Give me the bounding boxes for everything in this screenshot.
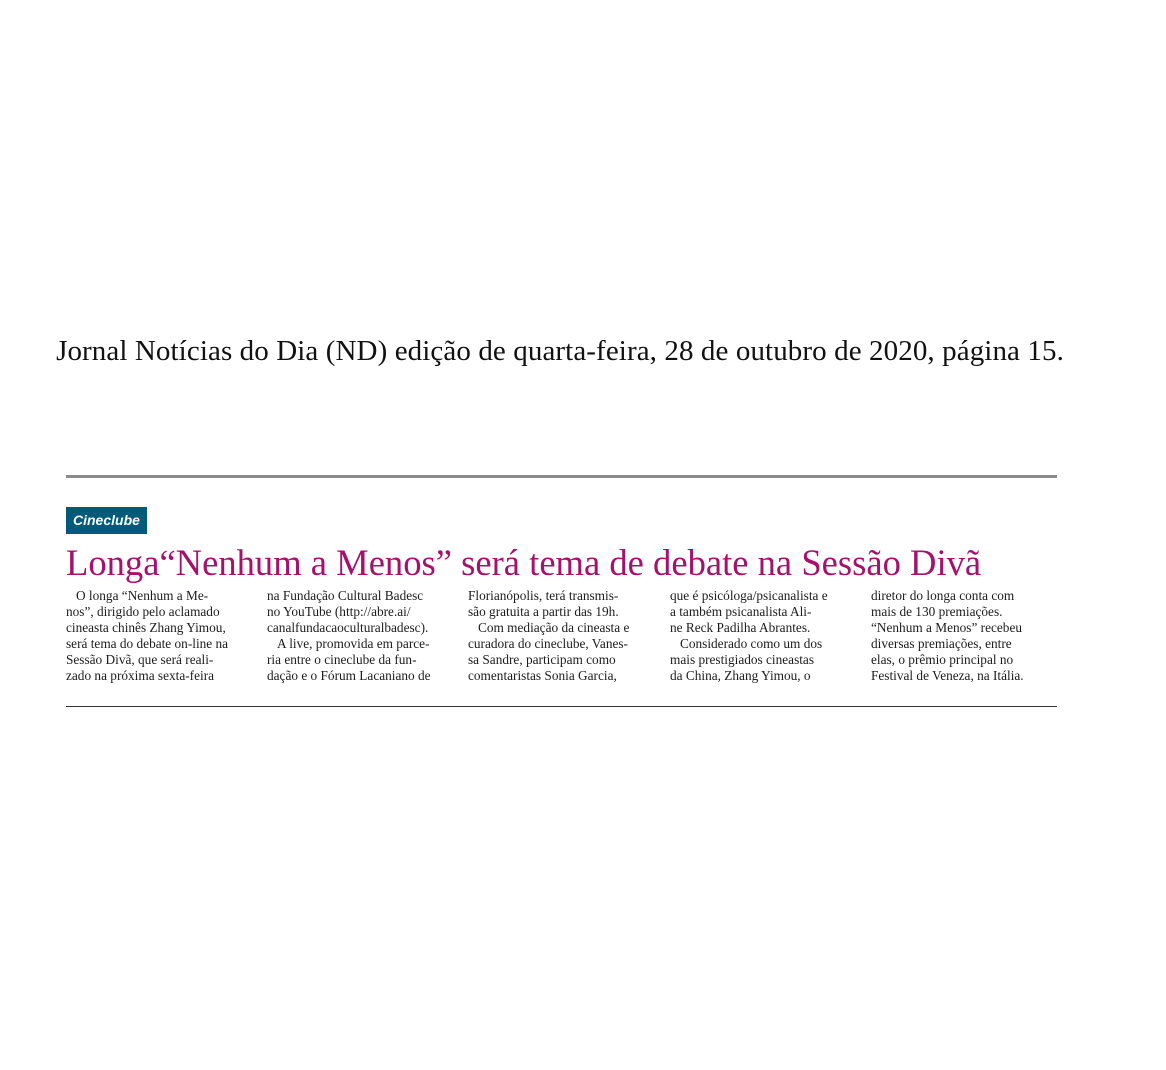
text-line: que é psicóloga/psicanalista e bbox=[670, 588, 828, 603]
text-line: ria entre o cineclube da fun- bbox=[267, 652, 417, 667]
text-line: Florianópolis, terá transmis- bbox=[468, 588, 619, 603]
newspaper-clipping bbox=[66, 475, 1057, 708]
article-body bbox=[66, 588, 1057, 688]
top-rule bbox=[66, 475, 1057, 478]
text-line: diretor do longa conta com bbox=[871, 588, 1015, 603]
text-line: cineasta chinês Zhang Yimou, bbox=[66, 620, 226, 635]
text-line: canalfundacaoculturalbadesc). bbox=[267, 620, 429, 635]
text-line: ne Reck Padilha Abrantes. bbox=[670, 620, 811, 635]
section-tag: Cineclube bbox=[66, 507, 147, 534]
text-line: curadora do cineclube, Vanes- bbox=[468, 636, 628, 651]
text-line: elas, o prêmio principal no bbox=[871, 652, 1014, 667]
text-column-3 bbox=[468, 588, 653, 684]
text-line: nos”, dirigido pelo aclamado bbox=[66, 604, 220, 619]
text-line: Com mediação da cineasta e bbox=[478, 620, 630, 635]
text-line: Considerado como um dos bbox=[680, 636, 823, 651]
text-line: comentaristas Sonia Garcia, bbox=[468, 668, 617, 683]
text-line: Sessão Divã, que será reali- bbox=[66, 652, 214, 667]
text-line: zado na próxima sexta-feira bbox=[66, 668, 215, 683]
text-line: são gratuita a partir das 19h. bbox=[468, 604, 619, 619]
clipping-caption: Jornal Notícias do Dia (ND) edição de quarta-feira, 28 de outubro de 2020, página 15. bbox=[56, 335, 1064, 367]
text-line: dação e o Fórum Lacaniano de bbox=[267, 668, 431, 683]
text-line: mais de 130 premiações. bbox=[871, 604, 1003, 619]
text-line: Festival de Veneza, na Itália. bbox=[871, 668, 1024, 683]
text-line: mais prestigiados cineastas bbox=[670, 652, 815, 667]
text-column-1 bbox=[66, 588, 251, 684]
text-line: sa Sandre, participam como bbox=[468, 652, 616, 667]
text-column-2 bbox=[267, 588, 452, 684]
text-line: da China, Zhang Yimou, o bbox=[670, 668, 811, 683]
text-column-5 bbox=[871, 588, 1056, 684]
text-line: na Fundação Cultural Badesc bbox=[267, 588, 424, 603]
text-line: diversas premiações, entre bbox=[871, 636, 1012, 651]
text-line: no YouTube (http://abre.ai/ bbox=[267, 604, 411, 619]
text-line: a também psicanalista Ali- bbox=[670, 604, 812, 619]
text-line: A live, promovida em parce- bbox=[277, 636, 430, 651]
text-line: “Nenhum a Menos” recebeu bbox=[871, 620, 1022, 635]
text-column-4 bbox=[670, 588, 855, 684]
text-line: O longa “Nenhum a Me- bbox=[76, 588, 209, 603]
bottom-rule bbox=[66, 706, 1057, 707]
text-line: será tema do debate on-line na bbox=[66, 636, 229, 651]
article-headline: Longa“Nenhum a Menos” será tema de debate na Sessão Divã bbox=[66, 542, 982, 583]
